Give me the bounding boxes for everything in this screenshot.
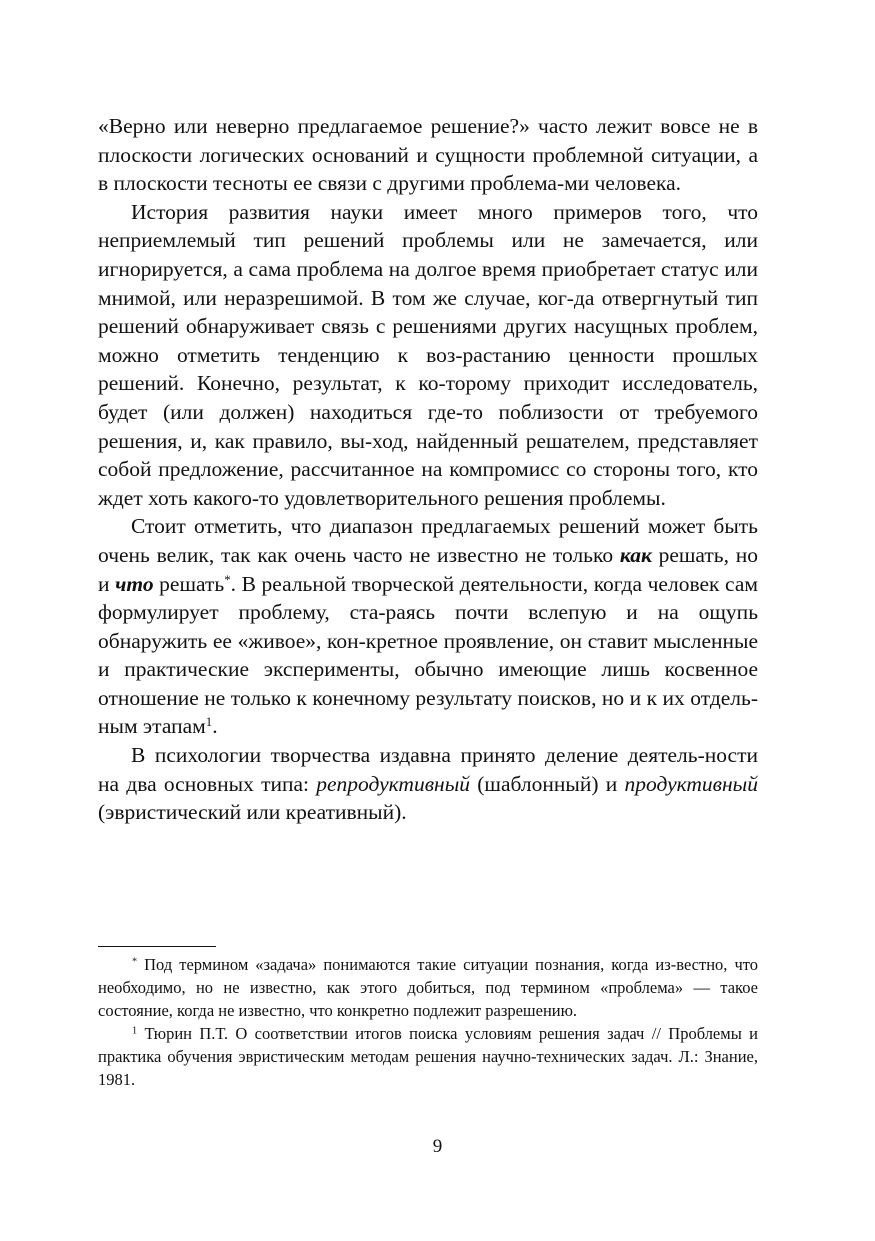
footnote-marker-asterisk[interactable]: * [224,572,231,587]
paragraph-3 [98,512,758,741]
footnotes [98,953,758,1091]
footnote-1 [98,1022,758,1091]
term-productive: продуктивный [624,771,758,796]
footnote-marker-1[interactable]: 1 [205,715,213,730]
paragraph-2: История развития науки имеет много примеров того, что неприемлемый тип решений проблемы или не замечается, или игнорируется, а сама проблема на долгое время приобретает статус или мнимой, или неразрешимой. В том же случае, ког-да отвергнутый тип решений обнаруживает связь с решениями других насущных проблем, можно отметить тенденцию к воз-растанию ценности прошлых решений. Конечно, результат, к ко-торому приходит исследователь, будет (или должен) находиться где-то поблизости от требуемого решения, и, как правило, вы-ход, найденный решателем, представляет собой предложение, рассчитанное на компромисс со стороны того, кто ждет хоть какого-то удовлетворительного решения проблемы. [98,199,758,510]
paragraph-4-text-1: В психологии творчества издавна принято деление деятель-ности на два основных типа: [98,743,758,796]
term-reproductive: репродуктивный [316,771,471,796]
paragraph-4 [98,741,758,827]
footnote-separator [98,946,216,947]
footnote-1-text: Тюрин П.Т. О соответствии итогов поиска условиям решения задач // Проблемы и практика обучения эвристическим методам решения научно-технических задач. Л.: Знание, 1981. [98,1024,758,1089]
paragraph-4-text-2: (шаблонный) и [470,771,625,796]
paragraph-3-text-4: . В реальной творческой деятельности, когда человек сам формулирует проблему, ста-раясь почти вслепую и на ощупь обнаружить ее «живое», кон-кретное проявление, он ставит мысленные и практические эксперименты, обычно имеющие лишь косвенное отношение не только к конечному результату поисков, но и к их отдель-ным этапам [98,571,758,739]
footnote-asterisk-mark: * [132,956,138,968]
emphasis-kak: как [619,542,652,567]
emphasis-chto: что [115,571,154,596]
paragraph-3-text-5: . [212,714,218,739]
main-text [98,112,758,827]
paragraph-1: «Верно или неверно предлагаемое решение?» часто лежит вовсе не в плоскости логических оснований и сущности проблемной ситуации, а в плоскости тесноты ее связи с другими проблема-ми человека. [98,114,758,196]
footnote-asterisk-text: Под термином «задача» понимаются такие ситуации познания, когда из-вестно, что необходимо, но не известно, как этого добиться, под термином «проблема» — такое состояние, когда не известно, что конкретно подлежит разрешению. [98,955,758,1020]
paragraph-3-text-2: решать, но и [98,542,758,596]
paragraph-4-text-3: (эвристический или креативный). [98,800,407,825]
paragraph-3-text-1: Стоит отметить, что диапазон предлагаемых решений может быть очень велик, так как очень часто не известно не только [98,514,758,567]
footnote-asterisk [98,953,758,1022]
paragraph-3-text-3: решать [153,571,225,596]
footnote-1-mark: 1 [132,1025,138,1037]
page-number: 9 [432,1136,443,1157]
